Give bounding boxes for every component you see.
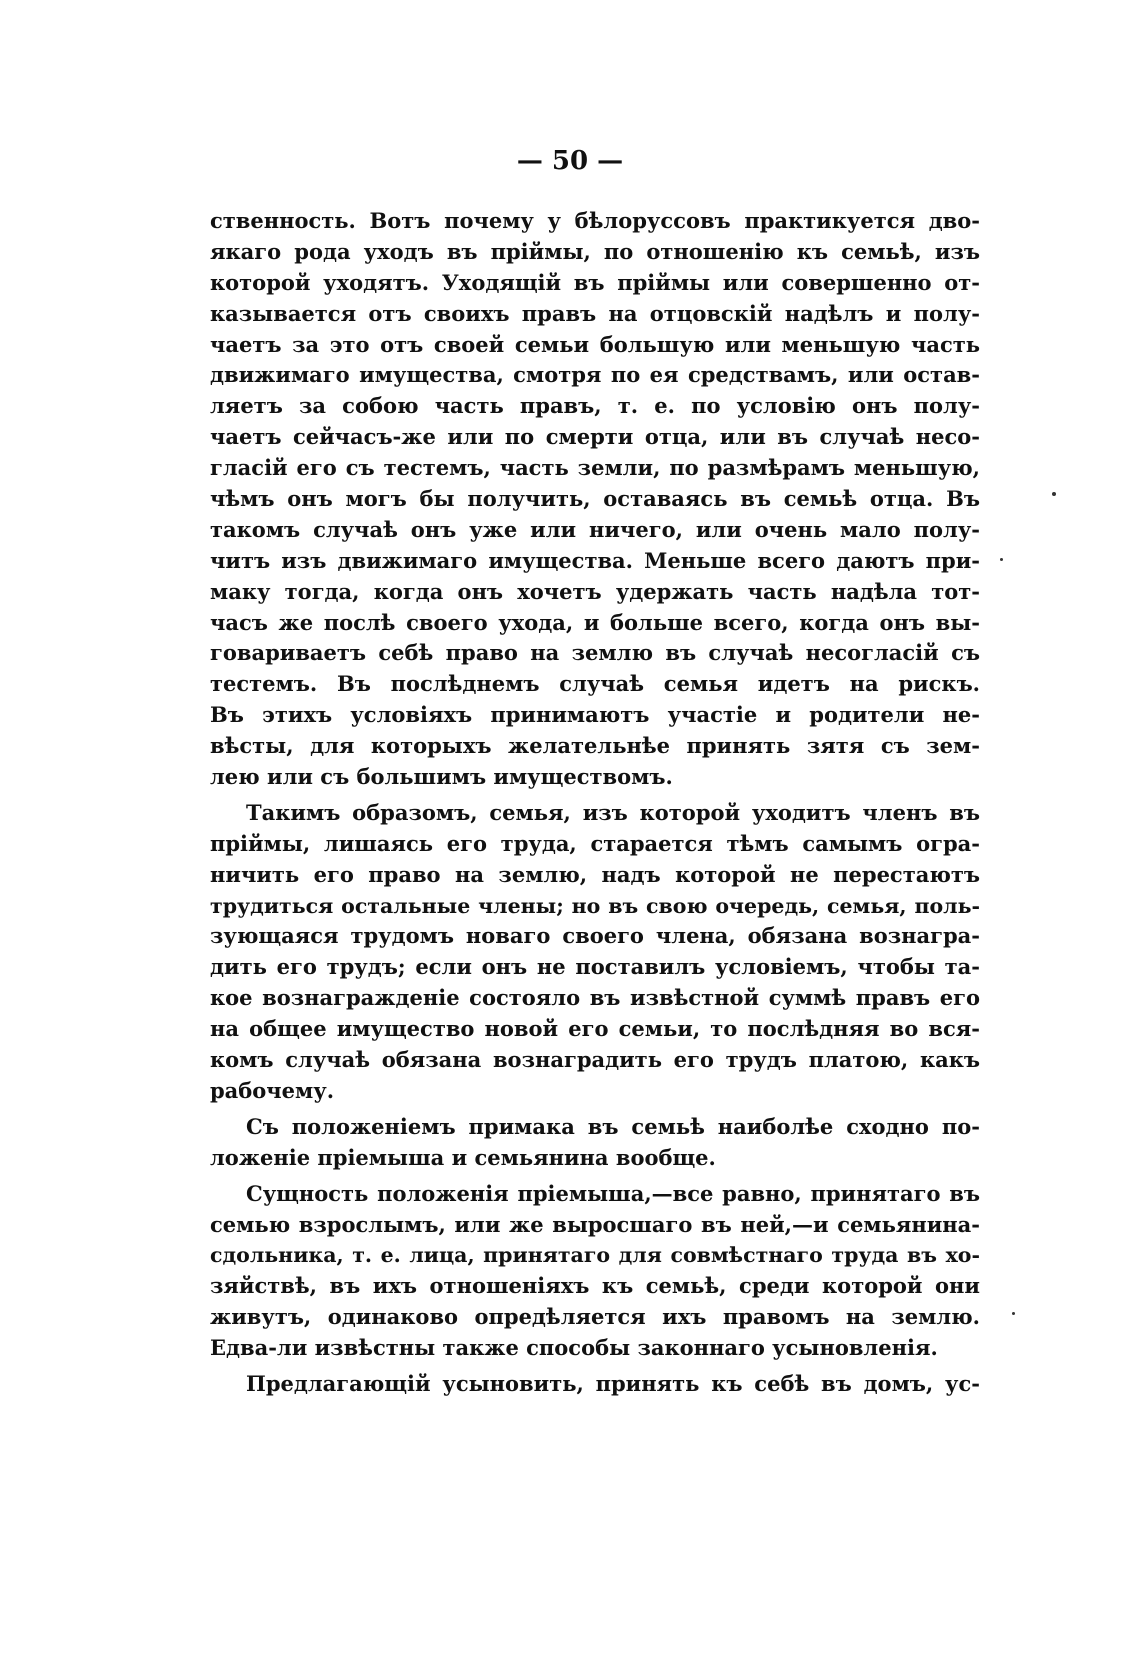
text-line: сдольника, т. е. лица, принятаго для совмѣстнаго труда въ хо- — [210, 1243, 980, 1268]
body-text — [210, 206, 980, 1400]
paragraph — [210, 206, 980, 793]
text-line: кое вознагражденіе состояло въ извѣстной суммѣ правъ его — [210, 985, 980, 1011]
text-line: якаго рода уходъ въ пріймы, по отношенію къ семьѣ, изъ — [210, 238, 980, 264]
text-line: комъ случаѣ обязана вознаградить его трудъ платою, какъ — [210, 1047, 980, 1073]
text-line: Сущность положенія пріемыша,—все равно, принятаго въ — [246, 1180, 980, 1206]
text-line: которой уходятъ. Уходящій въ пріймы или совершенно от- — [210, 269, 980, 295]
text-line: ственность. Вотъ почему у бѣлоруссовъ практикуется дво- — [210, 208, 980, 233]
text-line: движимаго имущества, смотря по ея средствамъ, или остав- — [210, 362, 980, 388]
text-line: живутъ, одинаково опредѣляется ихъ правомъ на землю. — [210, 1304, 980, 1330]
page-number: — 50 — — [516, 146, 624, 176]
text-line: ляетъ за собою часть правъ, т. е. по условію онъ полу- — [210, 393, 980, 419]
text-line: такомъ случаѣ онъ уже или ничего, или очень мало полу- — [210, 516, 980, 542]
text-line: чаетъ сейчасъ-же или по смерти отца, или въ случаѣ несо- — [210, 424, 980, 450]
text-line: семью взрослымъ, или же выросшаго въ ней,—и семьянина- — [210, 1211, 980, 1237]
text-line: дить его трудъ; если онъ не поставилъ условіемъ, чтобы та- — [210, 954, 980, 980]
paragraph — [210, 1179, 980, 1364]
text-line: трудиться остальные члены; но въ свою очередь, семья, поль- — [210, 893, 980, 918]
paragraph — [210, 1369, 980, 1400]
text-line: пріймы, лишаясь его труда, старается тѣмъ самымъ огра- — [210, 830, 980, 856]
text-line: говариваетъ себѣ право на землю въ случаѣ несогласій съ — [210, 640, 980, 666]
text-line: чаетъ за это отъ своей семьи большую или меньшую часть — [210, 331, 980, 357]
paragraph — [210, 1112, 980, 1174]
text-line: зяйствѣ, въ ихъ отношеніяхъ къ семьѣ, среди которой они — [210, 1273, 980, 1299]
text-line: Едва-ли извѣстны также способы законнаго усыновленія. — [210, 1335, 938, 1361]
text-line: вѣсты, для которыхъ желательнѣе принять зятя съ зем- — [210, 733, 980, 759]
text-line: ложеніе пріемыша и семьянина вообще. — [210, 1144, 716, 1170]
text-line: казывается отъ своихъ правъ на отцовскій надѣлъ и полу- — [210, 300, 980, 326]
text-line: тестемъ. Въ послѣднемъ случаѣ семья идетъ на рискъ. — [210, 671, 980, 697]
text-line: маку тогда, когда онъ хочетъ удержать часть надѣла тот- — [210, 578, 980, 604]
text-line: зующаяся трудомъ новаго своего члена, обязана вознагра- — [210, 923, 980, 949]
text-line: Въ этихъ условіяхъ принимаютъ участіе и родители не- — [210, 702, 980, 728]
text-line: рабочему. — [210, 1077, 335, 1103]
paragraph — [210, 798, 980, 1107]
text-line: Предлагающій усыновить, принять къ себѣ въ домъ, ус- — [246, 1370, 980, 1396]
text-line: Съ положеніемъ примака въ семьѣ наиболѣе сходно по- — [246, 1113, 980, 1139]
scan-speck — [1052, 492, 1056, 496]
text-line: часъ же послѣ своего ухода, и больше всего, когда онъ вы- — [210, 609, 980, 635]
scan-speck — [1000, 558, 1003, 561]
text-line: читъ изъ движимаго имущества. Меньше всего даютъ при- — [210, 547, 980, 573]
text-line: гласій его съ тестемъ, часть земли, по размѣрамъ меньшую, — [210, 455, 980, 481]
text-line: лею или съ большимъ имуществомъ. — [210, 764, 673, 790]
text-line: ничить его право на землю, надъ которой не перестаютъ — [210, 861, 980, 887]
text-line: чѣмъ онъ могъ бы получить, оставаясь въ семьѣ отца. Въ — [210, 486, 980, 512]
text-line: Такимъ образомъ, семья, изъ которой уходитъ членъ въ — [246, 799, 980, 825]
scan-speck — [1012, 1312, 1015, 1315]
text-line: на общее имущество новой его семьи, то послѣдняя во вся- — [210, 1016, 980, 1042]
